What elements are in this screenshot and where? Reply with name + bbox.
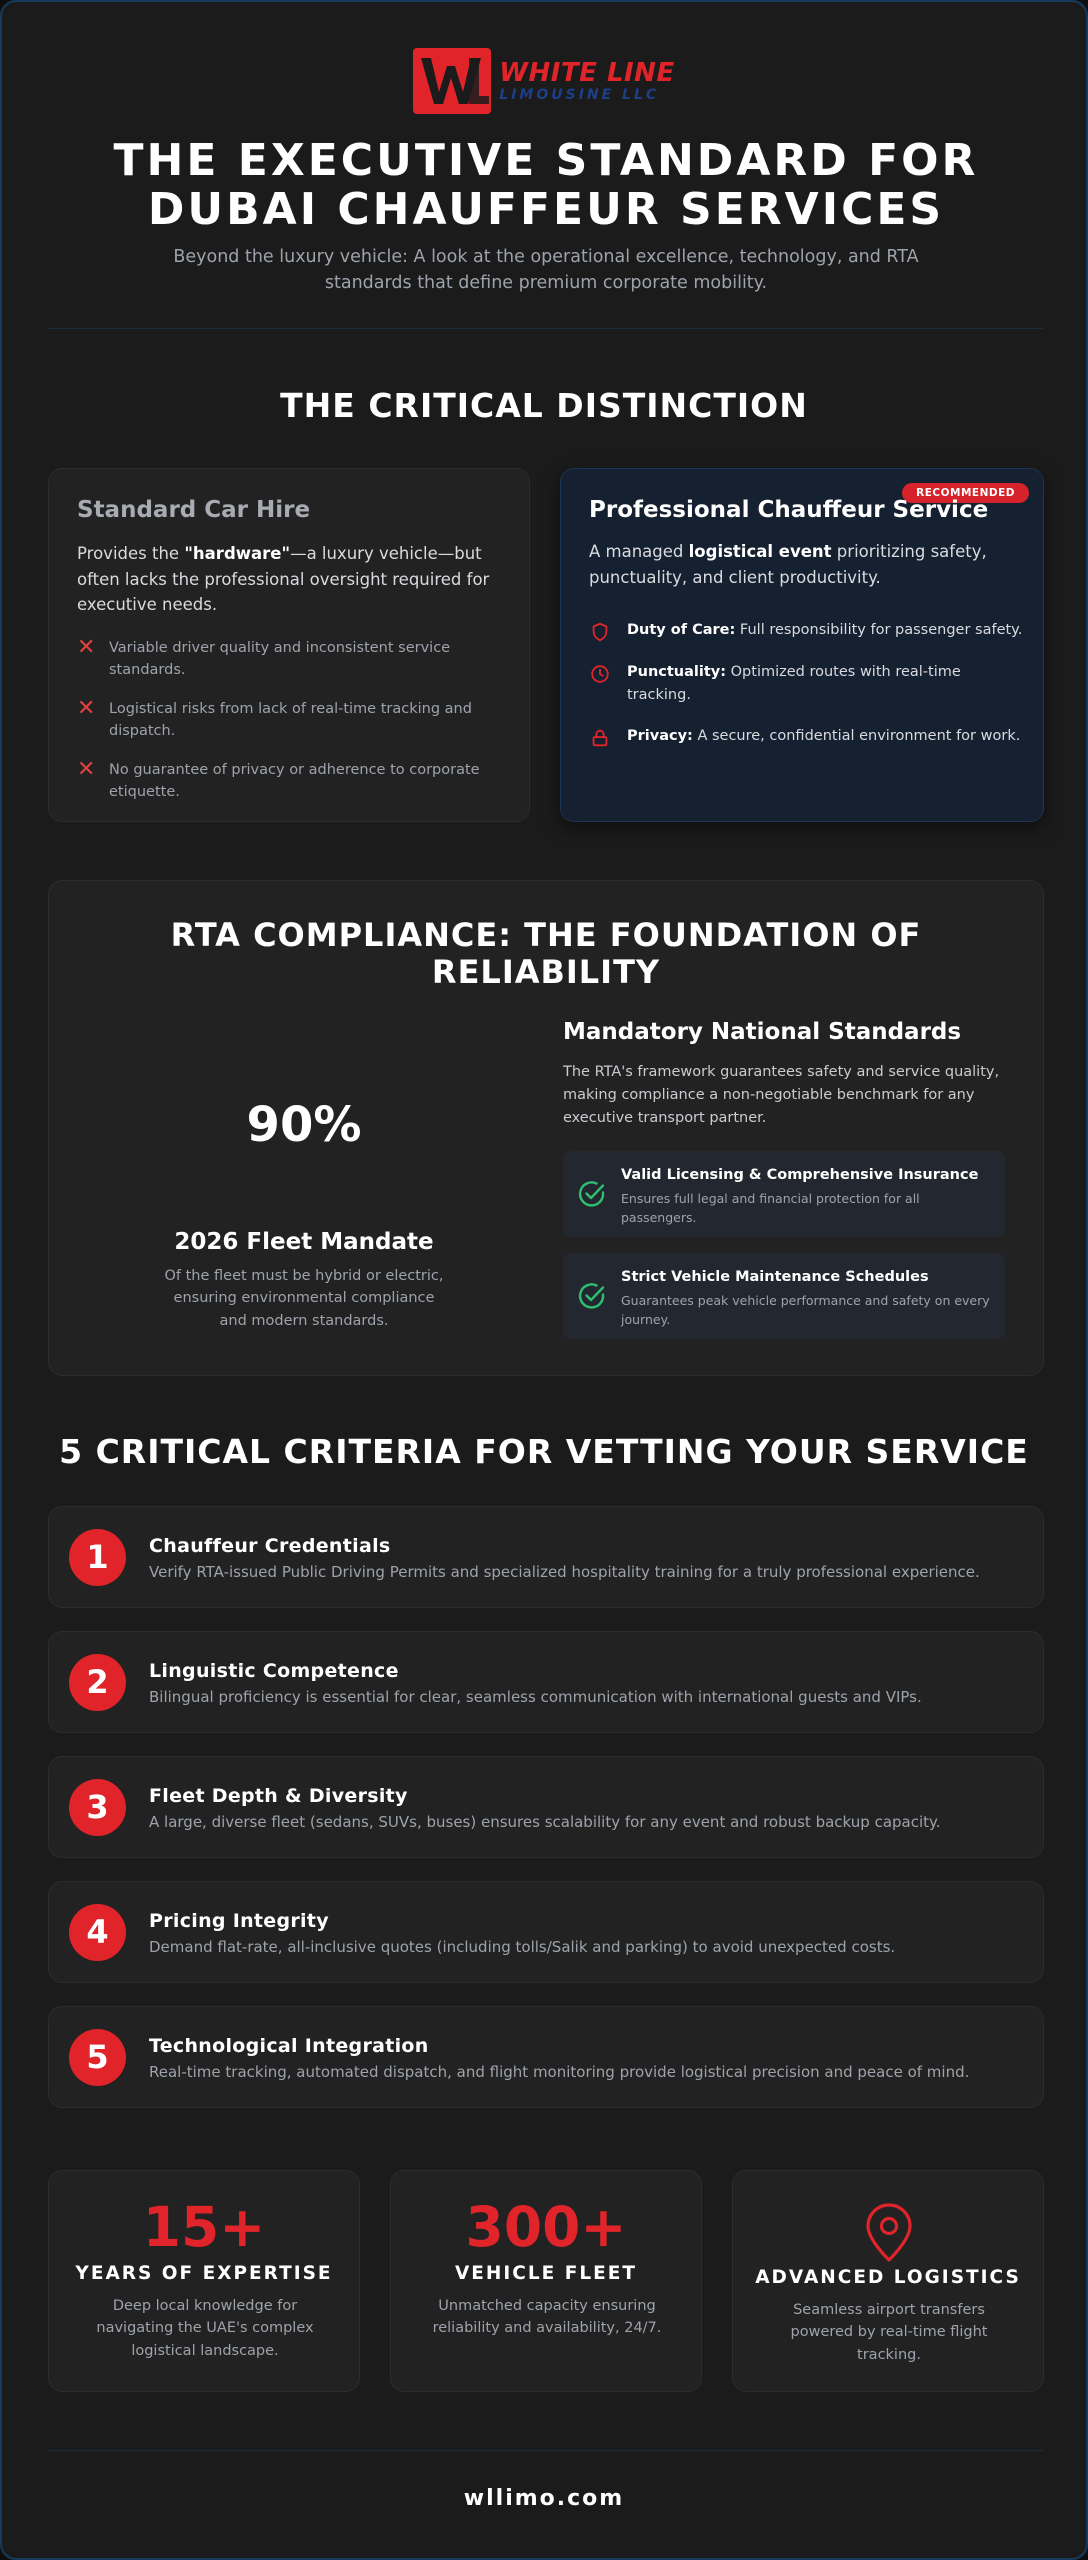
divider <box>48 2450 1044 2451</box>
list-item: Privacy: A secure, confidential environment for work. <box>589 725 1029 749</box>
criteria-item <box>48 2006 1044 2108</box>
criteria-title: Pricing Integrity <box>149 1910 329 1932</box>
criteria-number: 4 <box>69 1904 126 1961</box>
lock-icon <box>589 727 611 749</box>
stat-label: ADVANCED LOGISTICS <box>755 2267 1021 2288</box>
criteria-item <box>48 1881 1044 1983</box>
list-item: ✕ No guarantee of privacy or adherence to corporate etiquette. <box>77 756 480 801</box>
professional-benefits-list <box>589 619 1029 767</box>
stat-desc: Seamless airport transfers powered by real-time flight tracking. <box>790 2302 988 2363</box>
clock-icon <box>589 663 611 685</box>
criteria-desc: Verify RTA-issued Public Driving Permits and specialized hospitality training for a truly professional experience. <box>149 1563 980 1581</box>
page-title-line-1: THE EXECUTIVE STANDARD FOR <box>113 135 979 186</box>
standard-drawbacks-list <box>77 637 507 820</box>
divider <box>48 328 1044 329</box>
brand-name: WHITE LINE <box>499 58 675 88</box>
stat-label: YEARS OF EXPERTISE <box>75 2263 333 2284</box>
rta-title: RTA COMPLIANCE: THE FOUNDATION OF RELIABILITY <box>170 916 922 991</box>
criteria-number: 5 <box>69 2029 126 2086</box>
section-title-criteria: 5 CRITICAL CRITERIA FOR VETTING YOUR SERVICE <box>59 1432 1029 1471</box>
stat-value: 15+ <box>142 2195 266 2259</box>
list-item: Duty of Care: Full responsibility for passenger safety. <box>589 619 1029 643</box>
professional-card-title: Professional Chauffeur Service <box>589 497 989 523</box>
x-icon: ✕ <box>77 635 96 660</box>
check-circle-icon <box>577 1179 607 1209</box>
recommended-badge: RECOMMENDED <box>902 483 1029 503</box>
standards-desc: The RTA's framework guarantees safety and service quality, making compliance a non-negotiable benchmark for any executive transport partner. <box>563 1064 1000 1127</box>
criteria-number: 3 <box>69 1779 126 1836</box>
standards-title: Mandatory National Standards <box>563 1019 962 1045</box>
stat-value: 300+ <box>465 2195 627 2259</box>
stat-card-fleet <box>390 2170 702 2392</box>
stat-desc: Deep local knowledge for navigating the UAE's complex logistical landscape. <box>96 2298 314 2359</box>
section-title-distinction: THE CRITICAL DISTINCTION <box>280 386 808 425</box>
professional-card-desc: A managed logistical event prioritizing safety, punctuality, and client productivity. <box>589 542 987 587</box>
list-item: ✕ Logistical risks from lack of real-time tracking and dispatch. <box>77 695 472 740</box>
logo-mark-icon <box>413 48 491 114</box>
standard-card-desc: Provides the "hardware"—a luxury vehicle—but often lacks the professional oversight required for executive needs. <box>77 544 490 615</box>
location-pin-icon <box>863 2203 915 2263</box>
criteria-desc: A large, diverse fleet (sedans, SUVs, buses) ensures scalability for any event and robust backup capacity. <box>149 1813 941 1831</box>
list-item: ✕ Variable driver quality and inconsistent service standards. <box>77 635 451 679</box>
brand-logo <box>2 48 1086 114</box>
check-item-maintenance: Strict Vehicle Maintenance Schedules Guarantees peak vehicle performance and safety on every journey. <box>563 1253 1005 1339</box>
criteria-number: 1 <box>69 1529 126 1586</box>
brand-subname: LIMOUSINE LLC <box>499 87 660 103</box>
criteria-desc: Demand flat-rate, all-inclusive quotes (including tolls/Salik and parking) to avoid unexpected costs. <box>149 1938 896 1956</box>
check-item-licensing: Valid Licensing & Comprehensive Insurance Ensures full legal and financial protection for all passengers. <box>563 1151 1005 1237</box>
fleet-mandate-stat: 90% <box>246 1097 362 1153</box>
fleet-mandate-desc: Of the fleet must be hybrid or electric, ensuring environmental compliance and modern standards. <box>164 1268 444 1329</box>
check-circle-icon <box>577 1281 607 1311</box>
criteria-desc: Bilingual proficiency is essential for clear, seamless communication with international guests and VIPs. <box>149 1688 922 1706</box>
criteria-title: Technological Integration <box>149 2035 429 2057</box>
stat-desc: Unmatched capacity ensuring reliability and availability, 24/7. <box>432 2298 662 2337</box>
professional-chauffeur-card <box>560 468 1044 822</box>
fleet-mandate-title: 2026 Fleet Mandate <box>174 1229 434 1255</box>
criteria-number: 2 <box>69 1654 126 1711</box>
x-icon: ✕ <box>77 695 96 721</box>
standard-card-title: Standard Car Hire <box>77 497 311 523</box>
stat-card-years <box>48 2170 360 2392</box>
footer-website-link[interactable]: wllimo.com <box>463 2486 625 2511</box>
criteria-item <box>48 1631 1044 1733</box>
rta-compliance-card <box>48 880 1044 1376</box>
criteria-desc: Real-time tracking, automated dispatch, and flight monitoring provide logistical precision and peace of mind. <box>149 2063 970 2081</box>
page-title <box>62 136 1030 235</box>
standard-car-hire-card <box>48 468 530 822</box>
stat-label: VEHICLE FLEET <box>454 2263 638 2284</box>
list-item: Punctuality: Optimized routes with real-time tracking. <box>589 661 1029 707</box>
shield-icon <box>589 621 611 643</box>
criteria-title: Linguistic Competence <box>149 1660 399 1682</box>
page-title-line-2: DUBAI CHAUFFEUR SERVICES <box>147 184 945 236</box>
x-icon: ✕ <box>77 756 96 782</box>
page-subtitle: Beyond the luxury vehicle: A look at the operational excellence, technology, and RTA standards that define premium corporate mobility. <box>173 247 919 294</box>
stat-card-logistics <box>732 2170 1044 2392</box>
criteria-item <box>48 1506 1044 1608</box>
criteria-title: Fleet Depth & Diversity <box>149 1785 408 1807</box>
criteria-item <box>48 1756 1044 1858</box>
criteria-title: Chauffeur Credentials <box>149 1535 391 1557</box>
